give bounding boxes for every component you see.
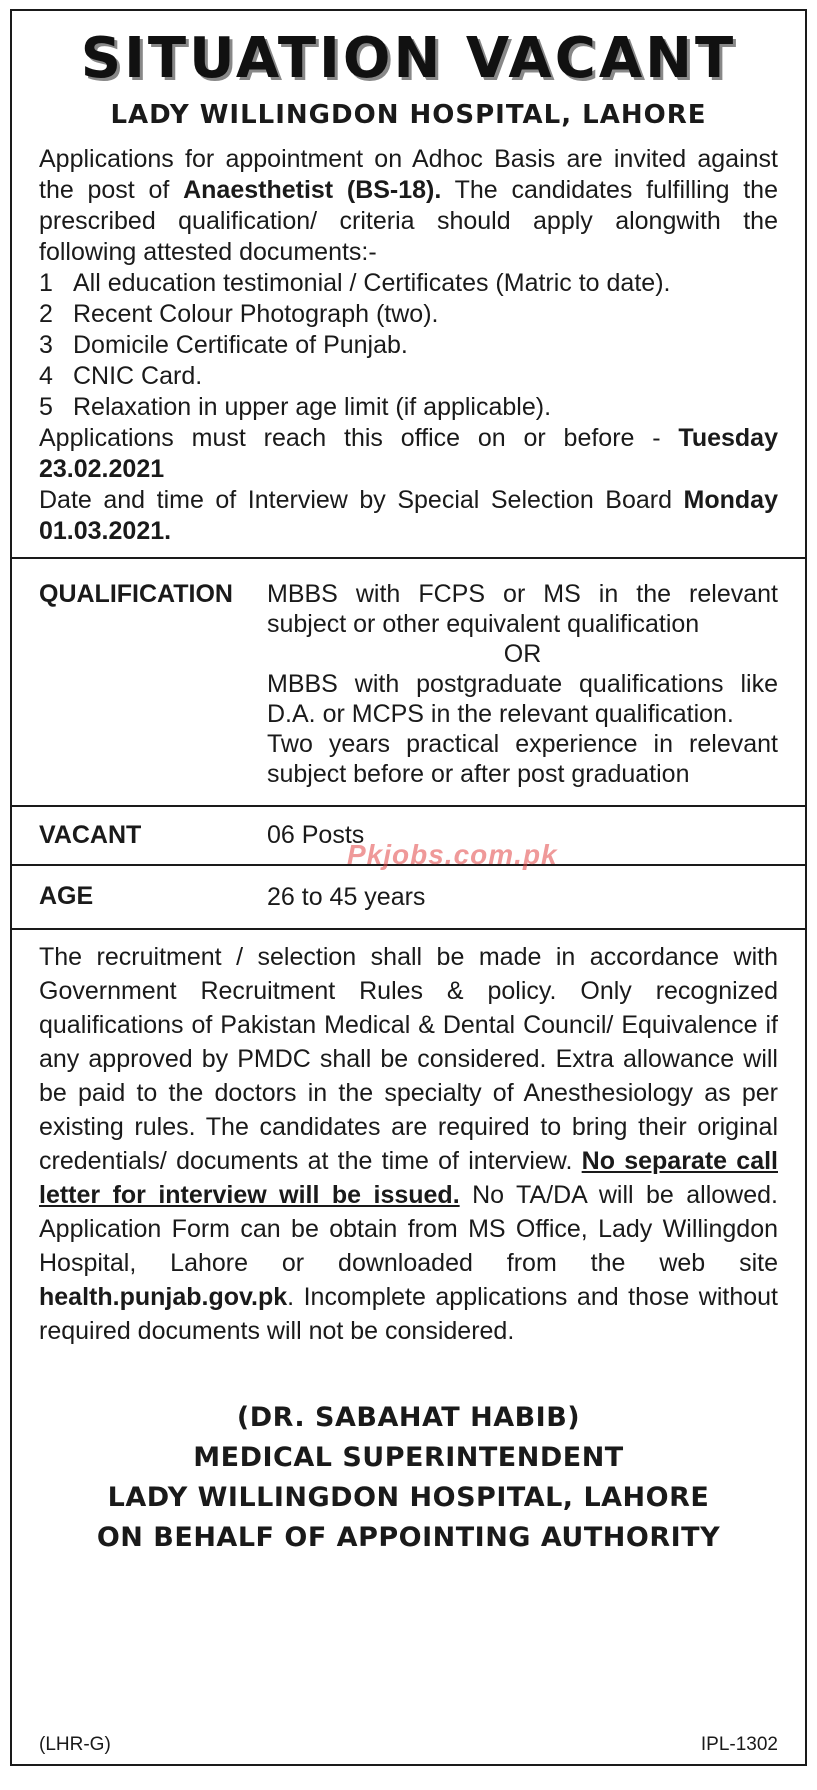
signatory-hospital: LADY WILLINGDON HOSPITAL, LAHORE xyxy=(107,1481,710,1513)
documents-list xyxy=(39,268,778,423)
page-title: SITUATION VACANT xyxy=(80,26,737,91)
age-row xyxy=(12,866,805,928)
advertisement xyxy=(10,9,807,1766)
intro-text-2: The candidates fulfilling the prescribed qualification/ criteria should apply alongwith the following attested documents:- xyxy=(39,175,778,266)
signature-block xyxy=(12,1398,805,1558)
list-item xyxy=(39,392,778,423)
age-label: AGE xyxy=(39,882,94,911)
footer xyxy=(39,1734,778,1756)
interview-text: Date and time of Interview by Special Selection Board xyxy=(39,485,684,514)
list-item-text: Domicile Certificate of Punjab. xyxy=(73,330,408,359)
list-item xyxy=(39,268,778,299)
deadline-date: Tuesday 23.02.2021 xyxy=(39,423,778,483)
age-value: 26 to 45 years xyxy=(267,882,426,911)
no-call-letter-notice: No separate call letter for interview will be issued. xyxy=(39,1146,778,1209)
divider xyxy=(12,928,805,930)
intro-text: Applications for appointment on Adhoc Basis are invited against the post of xyxy=(39,144,778,204)
list-item-number: 1 xyxy=(39,268,53,297)
qualification-line-2: MBBS with postgraduate qualifications like D.A. or MCPS in the relevant qualification. xyxy=(267,669,778,728)
list-item xyxy=(39,299,778,330)
deadline-text: Applications must reach this office on or before - xyxy=(39,423,679,452)
deadline-paragraph xyxy=(39,423,778,485)
watermark: Pkjobs.com.pk xyxy=(347,839,558,870)
post-name: Anaesthetist (BS-18). xyxy=(183,175,442,204)
terms-paragraph xyxy=(39,940,778,1348)
intro-section xyxy=(39,144,778,547)
terms-text-3: . Incomplete applications and those without required documents will not be considered. xyxy=(39,1282,778,1345)
qualification-content xyxy=(267,579,778,789)
list-item-text: All education testimonial / Certificates (Matric to date). xyxy=(73,268,671,297)
hospital-name: LADY WILLINGDON HOSPITAL, LAHORE xyxy=(110,100,707,130)
list-item-text: CNIC Card. xyxy=(73,361,203,390)
vacant-label: VACANT xyxy=(39,820,142,849)
qualification-line-3: Two years practical experience in relevant subject before or after post graduation xyxy=(267,729,778,788)
signatory-name: (DR. SABAHAT HABIB) xyxy=(236,1401,581,1433)
list-item-number: 5 xyxy=(39,392,53,421)
list-item-text: Relaxation in upper age limit (if applicable). xyxy=(73,392,552,421)
interview-date: Monday 01.03.2021. xyxy=(39,485,778,545)
website-link[interactable]: health.punjab.gov.pk xyxy=(39,1282,288,1311)
intro-paragraph xyxy=(39,144,778,268)
qualification-row xyxy=(12,559,805,805)
qualification-or: OR xyxy=(503,639,542,668)
qualification-label: QUALIFICATION xyxy=(39,579,233,608)
terms-text: The recruitment / selection shall be made in accordance with Government Recruitment Rules & policy. Only recognized qualifications of Pakistan Medical & Dental Council/ Equivalence if any approved by PMDC shall be considered. Extra allowance will be paid to the doctors in the specialty of Anesthesiology as per existing rules. The candidates are required to bring their original credentials/ documents at the time of interview. xyxy=(39,942,778,1175)
terms-text-2: No TA/DA will be allowed. Application Form can be obtain from MS Office, Lady Willingdon Hospital, Lahore or downloaded from the web site xyxy=(39,1180,778,1277)
footer-right-code: IPL-1302 xyxy=(700,1734,778,1755)
signatory-designation: MEDICAL SUPERINTENDENT xyxy=(193,1441,624,1473)
interview-paragraph xyxy=(39,485,778,547)
list-item-number: 4 xyxy=(39,361,53,390)
list-item xyxy=(39,361,778,392)
list-item-number: 2 xyxy=(39,299,53,328)
list-item-number: 3 xyxy=(39,330,53,359)
list-item xyxy=(39,330,778,361)
qualification-line-1: MBBS with FCPS or MS in the relevant subject or other equivalent qualification xyxy=(267,579,778,638)
signatory-authority: ON BEHALF OF APPOINTING AUTHORITY xyxy=(96,1521,721,1553)
footer-left-code: (LHR-G) xyxy=(39,1734,111,1755)
vacant-value: 06 Posts xyxy=(267,821,365,850)
list-item-text: Recent Colour Photograph (two). xyxy=(73,299,439,328)
